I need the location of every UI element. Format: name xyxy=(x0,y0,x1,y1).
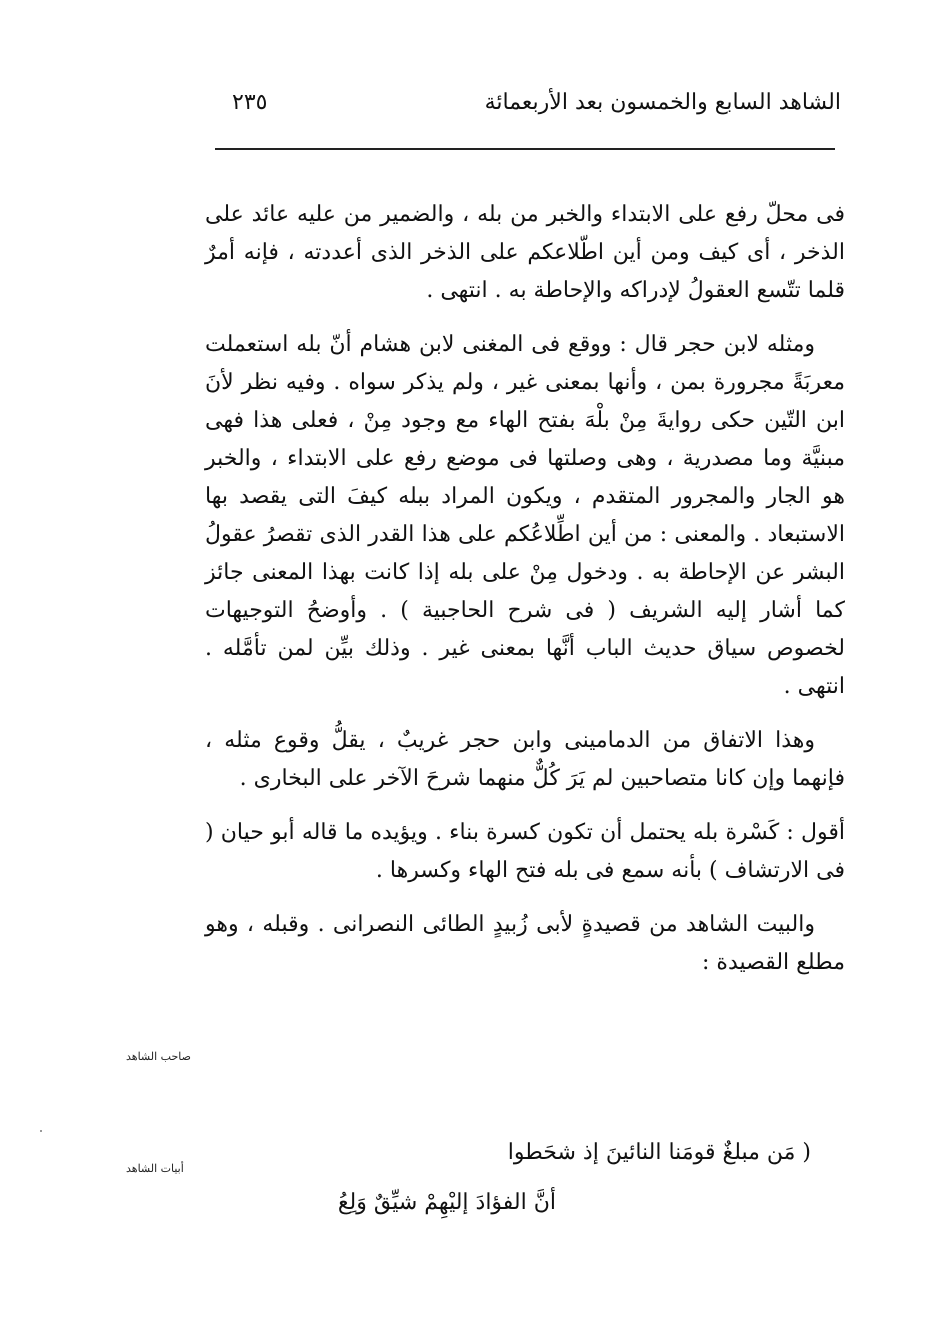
margin-note-verses: أبيات الشاهد xyxy=(126,1162,184,1175)
running-header-title: الشاهد السابع والخمسون بعد الأربعمائة xyxy=(484,90,841,115)
header-divider xyxy=(215,148,835,150)
page-number: ٢٣٥ xyxy=(232,90,268,115)
paragraph-2: ومثله لابن حجر قال : ووقع فى المغنى لابن هشام أنّ بله استعملت معربَةً مجرورة بمن ، وأنها بمعنى غير ، ولم يذكر سواه . وفيه نظر لأنَ ابن التّين حكى روايةَ مِنْ بلْهَ بفتح الهاء مع وجود مِنْ ، فعلى هذا فهى مبنيَّة وما مصدرية ، وهى وصلتها فى موضع رفع على الابتداء ، والخبر هو الجار والمجرور المتقدم ، ويكون المراد ببله كيفَ التى يقصد بها الاستبعاد . والمعنى : من أين اطِّلاعُكم على هذا القدر الذى تقصرُ عقولُ البشر عن الإحاطة به . ودخول مِنْ على بله إذا كانت بهذا المعنى جائز كما أشار إليه الشريف ( فى شرح الحاجبية ) . وأوضحُ التوجيهات لخصوص سياق حديث الباب أنَّها بمعنى غير . وذلك بيِّن لمن تأمَّله . انتهى . xyxy=(205,332,845,699)
paragraph-3: وهذا الاتفاق من الدمامينى وابن حجر غريبٌ ، يقلُّ وقوع مثله ، فإنهما وإن كانا متصاحبين لم يَرَ كُلٌّ منهما شرحَ الآخر على البخارى . xyxy=(205,728,845,791)
main-text xyxy=(205,196,845,998)
margin-note-author: صاحب الشاهد xyxy=(126,1050,191,1063)
paragraph-4: أقول : كَسْرة بله يحتمل أن تكون كسرة بناء . ويؤيده ما قاله أبو حيان ( فى الارتشاف ) بأنه سمع فى بله فتح الهاء وكسرها . xyxy=(205,820,845,883)
paragraph-5: والبيت الشاهد من قصيدةٍ لأبى زُبيدٍ الطائى النصرانى . وقبله ، وهو مطلع القصيدة : xyxy=(205,912,845,975)
verse-first-hemistich: ( مَن مبلغٌ قومَنا النائينَ إذ شحَطوا xyxy=(507,1140,811,1165)
verse-second-hemistich: أنَّ الفؤادَ إليْهِمْ شيِّقٌ وَلِعُ xyxy=(337,1190,556,1215)
paragraph-1: فى محلّ رفع على الابتداء والخبر من بله ، والضمير من عليه عائد على الذخر ، أى كيف ومن أين اطّلاعكم على الذخر الذى أعددته ، فإنه أمرٌ قلما تتّسع العقولُ لإدراكه والإحاطة به . انتهى . xyxy=(205,202,845,303)
scan-speck xyxy=(40,1130,42,1132)
